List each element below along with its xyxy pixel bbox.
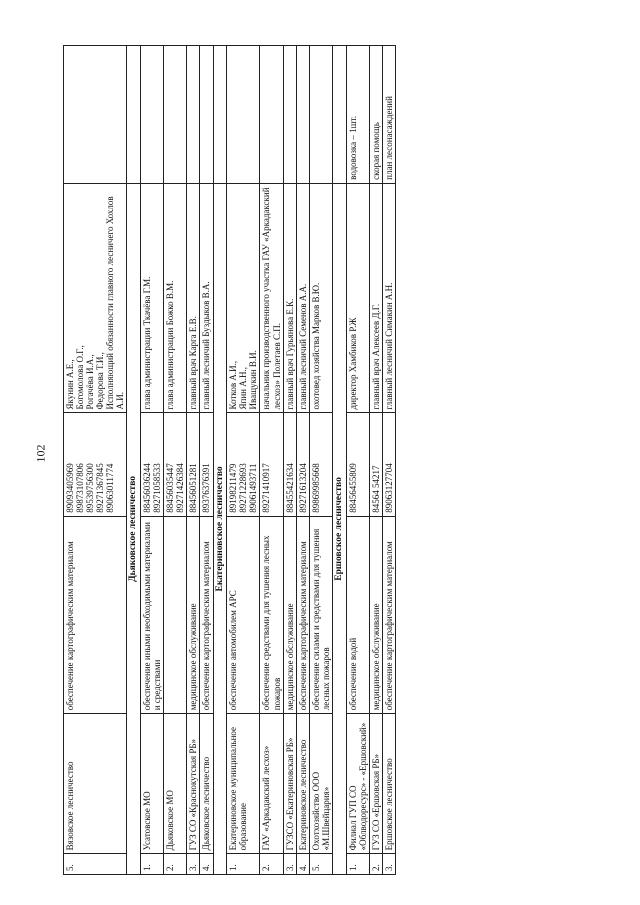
responsible-cell-line: главный врач Алексеев Д.Г. xyxy=(370,303,381,410)
page-number: 102 xyxy=(33,444,48,463)
responsible-cell xyxy=(187,183,200,413)
row-number: 1. xyxy=(346,854,369,875)
phones-cell-line: 89198211479 xyxy=(228,463,239,513)
responsible-cell xyxy=(227,183,260,413)
table-row xyxy=(227,46,260,875)
table-row xyxy=(309,46,332,875)
extra-cell xyxy=(283,46,296,184)
table-row xyxy=(260,46,283,875)
responsible-cell-line: главный врач Карга Е.В. xyxy=(188,316,199,410)
extra-cell: скорая помощь xyxy=(369,46,382,184)
responsible-cell xyxy=(64,183,127,413)
phones-cell-line: 89093405969 xyxy=(65,463,75,513)
task-cell: обеспечение автомобилем АРС xyxy=(227,516,260,713)
table-row xyxy=(164,46,187,875)
extra-cell xyxy=(164,46,187,184)
phones-cell-line: 89271410917 xyxy=(261,463,272,513)
row-number: 3. xyxy=(382,854,395,875)
phones-cell xyxy=(64,413,127,516)
phones-cell-line: 88455421634 xyxy=(284,463,295,513)
section-side-cell xyxy=(213,46,227,184)
responsible-cell-line: начальник производственного участка ГАУ «Аркадакский лесхоз» Полетаев С.П. xyxy=(261,187,282,410)
phones-cell-line: 89376376391 xyxy=(201,463,212,513)
phones-cell-line: 89063127704 xyxy=(383,463,394,513)
table-row xyxy=(64,46,127,875)
extra-cell xyxy=(309,46,332,184)
extra-cell xyxy=(187,46,200,184)
table-row xyxy=(187,46,200,875)
phones-cell-line: 89271613204 xyxy=(297,463,308,513)
phones-cell xyxy=(309,413,332,516)
responsible-cell-line: Богомолова О.Г., xyxy=(75,345,86,410)
organization-cell: ГУЗСО «Екатериновская РБ» xyxy=(283,714,296,854)
task-cell: обеспечение картографическим материалом xyxy=(200,516,213,713)
table-row xyxy=(346,46,369,875)
task-cell: обеспечение иными необходимыми материалами и средствами xyxy=(141,516,164,713)
responsible-cell xyxy=(309,183,332,413)
section-header-row xyxy=(332,46,346,875)
task-cell: обеспечение средствами для тушения лесных пожаров xyxy=(260,516,283,713)
responsible-cell-line: Япин А.Н., xyxy=(238,367,249,410)
organization-cell: Охотхозяйство ООО «М.Швейцария» xyxy=(309,714,332,854)
task-cell: обеспечение картографическим материалом xyxy=(296,516,309,713)
extra-cell xyxy=(64,46,127,184)
task-cell: медицинское обслуживание xyxy=(187,516,200,713)
phones-cell-line: 88456036244 xyxy=(142,463,153,513)
responsible-cell-line: Исполняющий обязанности главного лесничего Хохлов А.И. xyxy=(105,196,126,410)
responsible-cell-line: Иващукин В.И. xyxy=(248,350,259,410)
row-number: 3. xyxy=(187,854,200,875)
row-number: 1. xyxy=(141,854,164,875)
section-header-row xyxy=(127,46,141,875)
phones-cell-line: 89061493711 xyxy=(248,463,259,513)
responsible-cell-line: главный лесничий Семенов А.А. xyxy=(297,283,308,410)
phones-cell-line: 89271228693 xyxy=(238,463,249,513)
extra-cell xyxy=(141,46,164,184)
extra-cell xyxy=(200,46,213,184)
document-sheet xyxy=(63,45,607,875)
phones-cell xyxy=(141,413,164,516)
table-row xyxy=(200,46,213,875)
section-side-cell xyxy=(332,46,346,184)
organization-cell: Дьяковское лесничество xyxy=(200,714,213,854)
organization-cell: ГУЗ СО «Ершовская РБ» xyxy=(369,714,382,854)
row-number: 2. xyxy=(164,854,187,875)
organization-cell: Екатериновское муниципальное образование xyxy=(227,714,260,854)
task-cell xyxy=(164,516,187,713)
phones-cell xyxy=(200,413,213,516)
phones-cell xyxy=(283,413,296,516)
responsible-cell xyxy=(283,183,296,413)
responsible-cell-line: глава администрации Божко В.М. xyxy=(165,280,176,410)
section-title: Дьяковское лесничество xyxy=(127,183,141,874)
phones-cell xyxy=(187,413,200,516)
table-row xyxy=(369,46,382,875)
phones-cell xyxy=(369,413,382,516)
phones-cell xyxy=(227,413,260,516)
phones-cell-line: 88456051281 xyxy=(188,463,199,513)
task-cell: медицинское обслуживание xyxy=(369,516,382,713)
table-row xyxy=(382,46,395,875)
extra-cell xyxy=(296,46,309,184)
task-cell: медицинское обслуживание xyxy=(283,516,296,713)
responsible-cell xyxy=(382,183,395,413)
row-number: 4. xyxy=(200,854,213,875)
organization-cell: ГУЗ СО «Краснокутская РБ» xyxy=(187,714,200,854)
responsible-cell-line: главный лесничий Буздыков В.А. xyxy=(201,281,212,410)
phones-cell xyxy=(164,413,187,516)
phones-cell-line: 89869985668 xyxy=(310,463,321,513)
organization-cell: ГАУ «Аркадакский лесхоз» xyxy=(260,714,283,854)
responsible-cell-line: главный лесничий Симакин А.Н. xyxy=(383,282,394,410)
phones-cell-line: 84564 54217 xyxy=(370,465,381,513)
responsible-cell xyxy=(260,183,283,413)
row-number: 1. xyxy=(227,854,260,875)
phones-cell-line: 89271426384 xyxy=(175,463,186,513)
responsible-cell-line: директор Хамбиков Р.Ж xyxy=(347,317,358,410)
task-cell: обеспечение водой xyxy=(346,516,369,713)
phones-cell xyxy=(260,413,283,516)
row-number: 5. xyxy=(309,854,332,875)
phones-cell-line: 89539756300 xyxy=(85,463,96,513)
resources-table xyxy=(63,45,396,875)
phones-cell-line: 89271058533 xyxy=(152,463,163,513)
table-body xyxy=(64,46,396,875)
organization-cell: Усатовское МО xyxy=(141,714,164,854)
extra-cell xyxy=(227,46,260,184)
phones-cell xyxy=(296,413,309,516)
section-title: Ершовское лесничество xyxy=(332,183,346,874)
task-cell: обеспечение картографическим материалом xyxy=(64,516,127,713)
row-number: 3. xyxy=(283,854,296,875)
phones-cell xyxy=(382,413,395,516)
responsible-cell xyxy=(346,183,369,413)
task-cell: обеспечение картографическим материалом xyxy=(382,516,395,713)
extra-cell: план лесонасаждений xyxy=(382,46,395,184)
responsible-cell-line: Котков А.И., xyxy=(228,360,239,410)
organization-cell: Дьяковское МО xyxy=(164,714,187,854)
section-side-cell xyxy=(127,46,141,184)
extra-cell: водовозка – 1шт. xyxy=(346,46,369,184)
section-title: Екатериновское лесничество xyxy=(213,183,227,874)
phones-cell-line: 88456035447 xyxy=(165,463,176,513)
organization-cell: Вязовское лесничество xyxy=(64,714,127,854)
row-number: 2. xyxy=(260,854,283,875)
responsible-cell xyxy=(164,183,187,413)
phones-cell xyxy=(346,413,369,516)
responsible-cell xyxy=(200,183,213,413)
phones-cell-line: 88456455809 xyxy=(347,463,358,513)
task-cell: обеспечение силами и средствами для тушения лесных пожаров xyxy=(309,516,332,713)
responsible-cell-line: охотовед хозяйства Марков В.Ю. xyxy=(310,282,321,410)
responsible-cell-line: Рогачёва И.А., xyxy=(85,354,96,410)
table-row xyxy=(141,46,164,875)
organization-cell: Ершовское лесничество xyxy=(382,714,395,854)
row-number: 2. xyxy=(369,854,382,875)
table-row xyxy=(283,46,296,875)
phones-cell-line: 89873107806 xyxy=(75,463,86,513)
organization-cell: Филиал ГУП СО «Облводоресурс» - «Ершовский» xyxy=(346,714,369,854)
extra-cell xyxy=(260,46,283,184)
responsible-cell xyxy=(296,183,309,413)
responsible-cell xyxy=(141,183,164,413)
responsible-cell-line: глава администрации Ткачёва Г.М. xyxy=(142,276,153,410)
row-number: 4. xyxy=(296,854,309,875)
row-number: 5. xyxy=(64,854,127,875)
section-header-row xyxy=(213,46,227,875)
responsible-cell-line: Якунин А.Е., xyxy=(65,359,75,410)
table-row xyxy=(296,46,309,875)
responsible-cell-line: Федорова Т.И., xyxy=(95,352,106,410)
responsible-cell-line: главный врач Гурьянова Е.К. xyxy=(284,298,295,410)
phones-cell-line: 89063011774 xyxy=(105,463,116,513)
organization-cell: Екатериновское лесничество xyxy=(296,714,309,854)
phones-cell-line: 89271367845 xyxy=(95,463,106,513)
responsible-cell xyxy=(369,183,382,413)
